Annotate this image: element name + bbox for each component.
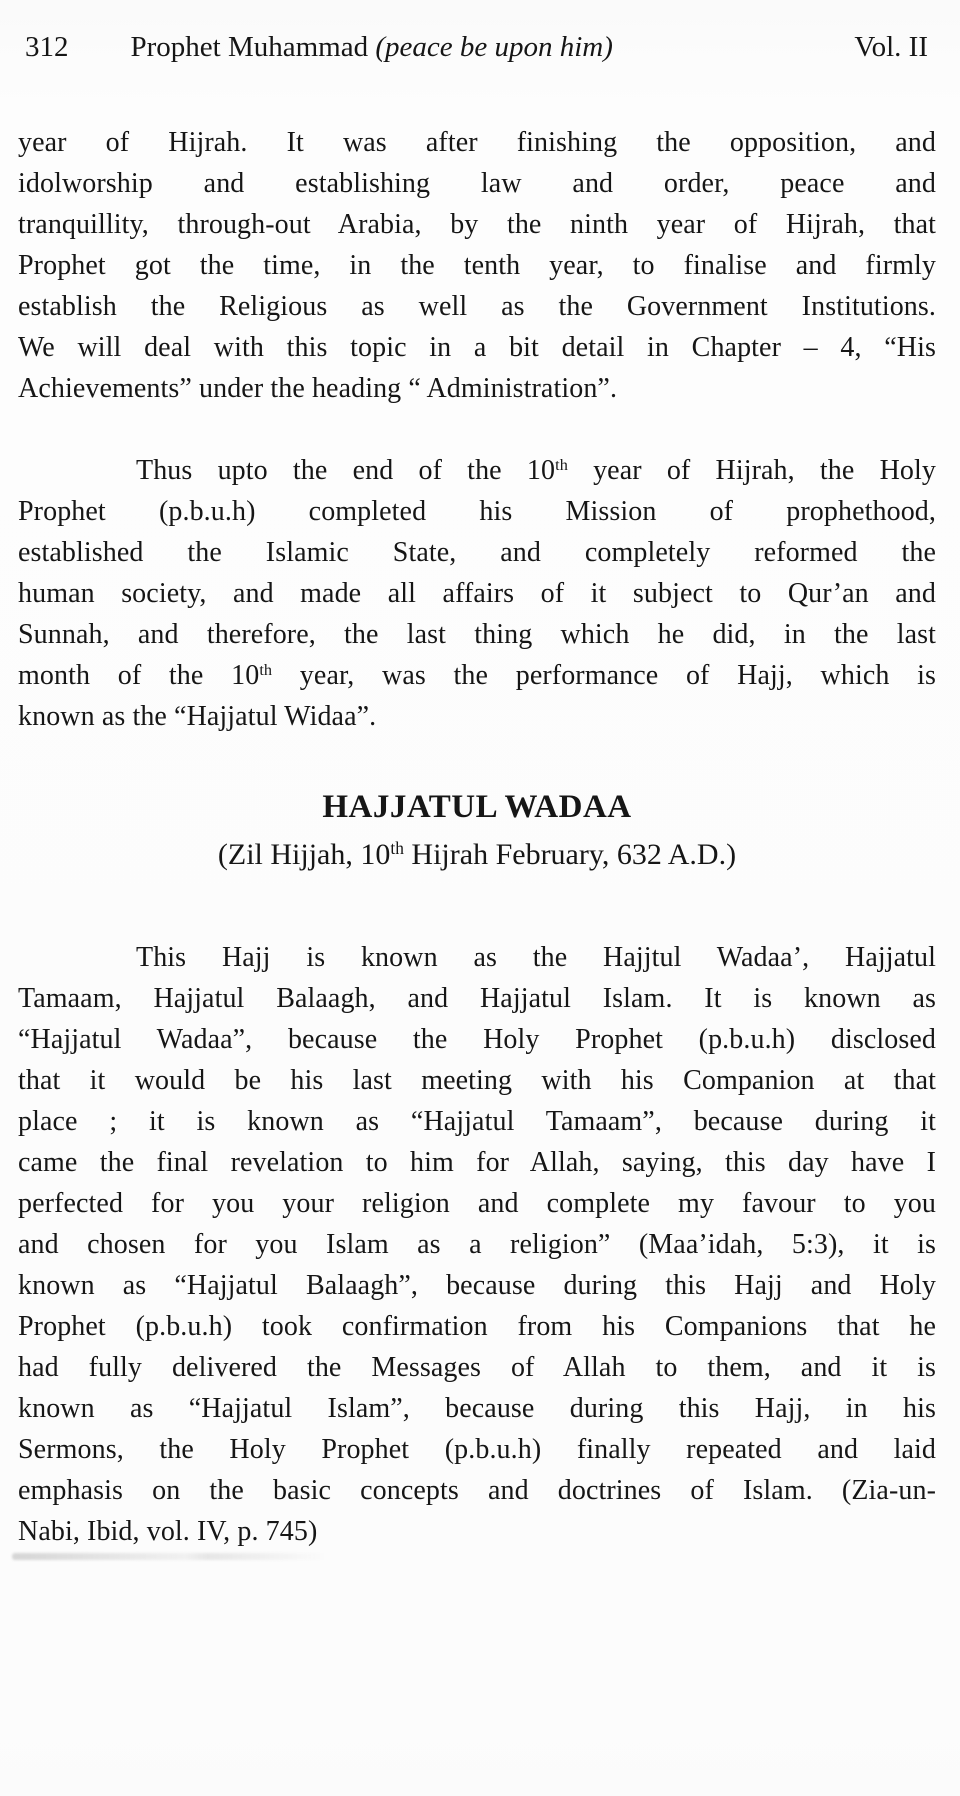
text-line: Achievements” under the heading “ Administration”. bbox=[18, 373, 618, 404]
paragraph-2 bbox=[18, 450, 936, 737]
text-line: established the Islamic State, and completely reformed the bbox=[18, 537, 936, 568]
text-line: perfected for you your religion and complete my favour to you bbox=[18, 1188, 936, 1219]
text-line: known as “Hajjatul Balaagh”, because during this Hajj and Holy bbox=[18, 1270, 936, 1301]
text-line: came the final revelation to him for Allah, saying, this day have I bbox=[18, 1147, 936, 1178]
text-line: establish the Religious as well as the Government Institutions. bbox=[18, 291, 936, 322]
text-line: emphasis on the basic concepts and doctrines of Islam. (Zia-un- bbox=[18, 1475, 936, 1506]
text-line: that it would be his last meeting with his Companion at that bbox=[18, 1065, 936, 1096]
text-line: year of Hijrah. It was after finishing the opposition, and bbox=[18, 127, 936, 158]
text-line: Nabi, Ibid, vol. IV, p. 745) bbox=[18, 1516, 318, 1547]
text-line: and chosen for you Islam as a religion” (Maa’idah, 5:3), it is bbox=[18, 1229, 936, 1260]
text-line: Prophet (p.b.u.h) took confirmation from his Companions that he bbox=[18, 1311, 936, 1342]
running-title: Prophet Muhammad (peace be upon him) bbox=[130, 31, 613, 63]
text-line: month of the 10th year, was the performance of Hajj, which is bbox=[18, 660, 937, 691]
text-line: known as the “Hajjatul Widaa”. bbox=[18, 701, 377, 732]
scan-artifact bbox=[12, 1553, 327, 1560]
paragraph-3 bbox=[18, 937, 936, 1552]
page-header bbox=[0, 0, 960, 64]
text-line: human society, and made all affairs of it subject to Qur’an and bbox=[18, 578, 936, 609]
page-body bbox=[0, 122, 960, 1552]
text-line: Prophet (p.b.u.h) completed his Mission of prophethood, bbox=[18, 496, 936, 527]
text-line: had fully delivered the Messages of Allah to them, and it is bbox=[18, 1352, 936, 1383]
text-line: place ; it is known as “Hajjatul Tamaam”, because during it bbox=[18, 1106, 936, 1137]
text-line: Sunnah, and therefore, the last thing which he did, in the last bbox=[18, 619, 936, 650]
section-heading: HAJJATUL WADAA bbox=[322, 789, 632, 825]
section-subheading: (Zil Hijjah, 10th Hijrah February, 632 A.D.) bbox=[217, 838, 737, 871]
text-line: Sermons, the Holy Prophet (p.b.u.h) finally repeated and laid bbox=[18, 1434, 936, 1465]
text-line: Thus upto the end of the 10th year of Hijrah, the Holy bbox=[136, 455, 936, 486]
paragraph-1 bbox=[18, 122, 936, 409]
text-line: known as “Hajjatul Islam”, because during this Hajj, in his bbox=[18, 1393, 936, 1424]
text-line: This Hajj is known as the Hajjtul Wadaa’, Hajjatul bbox=[136, 942, 936, 973]
text-line: We will deal with this topic in a bit detail in Chapter – 4, “His bbox=[18, 332, 936, 363]
page-number: 312 bbox=[25, 31, 69, 63]
volume-label: Vol. II bbox=[854, 31, 928, 63]
text-line: “Hajjatul Wadaa”, because the Holy Prophet (p.b.u.h) disclosed bbox=[18, 1024, 936, 1055]
text-line: idolworship and establishing law and order, peace and bbox=[18, 168, 936, 199]
text-line: Prophet got the time, in the tenth year, to finalise and firmly bbox=[18, 250, 936, 281]
text-line: tranquillity, through-out Arabia, by the ninth year of Hijrah, that bbox=[18, 209, 936, 240]
text-line: Tamaam, Hajjatul Balaagh, and Hajjatul Islam. It is known as bbox=[18, 983, 936, 1014]
